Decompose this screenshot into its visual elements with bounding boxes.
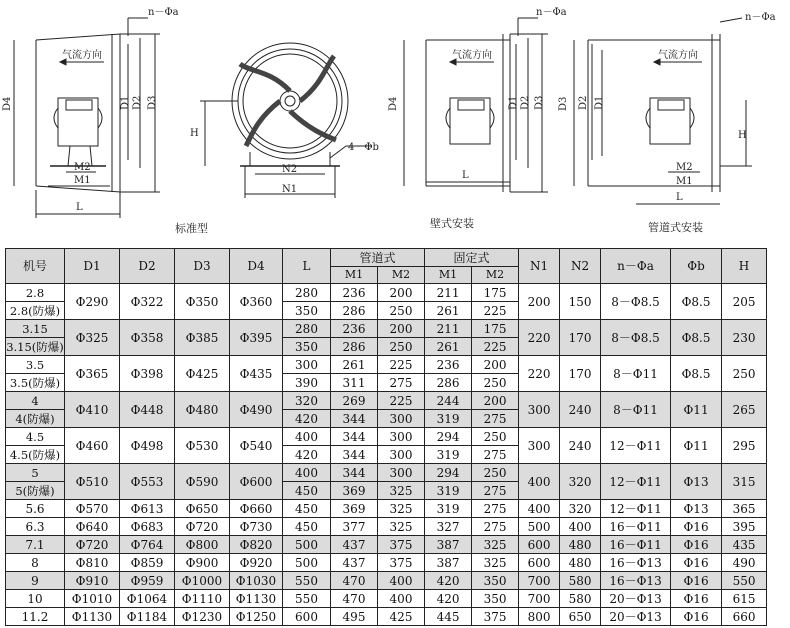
wall-d3-label: D3 bbox=[534, 95, 545, 110]
value-cell: Φ1250 bbox=[230, 608, 283, 626]
standard-caption: 标准型 bbox=[175, 222, 208, 235]
value-cell: Φ683 bbox=[120, 518, 175, 536]
value-cell: Φ660 bbox=[230, 500, 283, 518]
value-cell: 350 bbox=[283, 338, 331, 356]
n1-cell: 400 bbox=[519, 464, 560, 500]
header-duct-m1: M1 bbox=[331, 267, 378, 284]
n2-cell: 240 bbox=[560, 428, 601, 464]
spec-table bbox=[5, 248, 767, 626]
d4-cell: Φ435 bbox=[230, 356, 283, 392]
value-cell: 16－Φ11 bbox=[601, 536, 671, 554]
value-cell: 400 bbox=[283, 428, 331, 446]
d3-cell: Φ480 bbox=[175, 392, 230, 428]
value-cell: 375 bbox=[472, 608, 519, 626]
value-cell: 320 bbox=[560, 500, 601, 518]
value-cell: Φ810 bbox=[65, 554, 120, 572]
value-cell: Φ764 bbox=[120, 536, 175, 554]
model-cell: 2.8 bbox=[6, 284, 65, 302]
value-cell: 261 bbox=[331, 356, 378, 374]
value-cell: Φ16 bbox=[671, 590, 722, 608]
value-cell: 225 bbox=[472, 302, 519, 320]
model-cell: 4(防爆) bbox=[6, 410, 65, 428]
value-cell: 437 bbox=[331, 536, 378, 554]
na-cell: 12－Φ11 bbox=[601, 428, 671, 464]
value-cell: 236 bbox=[331, 284, 378, 302]
model-cell: 2.8(防爆) bbox=[6, 302, 65, 320]
value-cell: 294 bbox=[425, 428, 472, 446]
value-cell: 320 bbox=[283, 392, 331, 410]
value-cell: Φ16 bbox=[671, 536, 722, 554]
value-cell: 425 bbox=[378, 608, 425, 626]
std-m2-label: M2 bbox=[74, 162, 91, 173]
value-cell: 261 bbox=[425, 302, 472, 320]
pb-cell: Φ8.5 bbox=[671, 356, 722, 392]
pb-cell: Φ8.5 bbox=[671, 284, 722, 320]
value-cell: 286 bbox=[331, 338, 378, 356]
value-cell: 387 bbox=[425, 536, 472, 554]
value-cell: 300 bbox=[283, 356, 331, 374]
model-cell: 8 bbox=[6, 554, 65, 572]
model-cell: 11.2 bbox=[6, 608, 65, 626]
value-cell: 390 bbox=[283, 374, 331, 392]
model-cell: 4.5(防爆) bbox=[6, 446, 65, 464]
table-row bbox=[6, 518, 767, 536]
wall-d2-label: D2 bbox=[520, 95, 531, 110]
value-cell: 600 bbox=[519, 536, 560, 554]
value-cell: 615 bbox=[722, 590, 767, 608]
value-cell: 325 bbox=[378, 518, 425, 536]
pb-cell: Φ11 bbox=[671, 392, 722, 428]
value-cell: Φ650 bbox=[175, 500, 230, 518]
value-cell: 300 bbox=[378, 410, 425, 428]
duct-d2-label: D2 bbox=[578, 95, 589, 110]
model-cell: 3.5(防爆) bbox=[6, 374, 65, 392]
duct-airflow-label: 气流方向 bbox=[658, 50, 698, 61]
d2-cell: Φ358 bbox=[120, 320, 175, 356]
value-cell: 319 bbox=[425, 410, 472, 428]
value-cell: 319 bbox=[425, 500, 472, 518]
value-cell: 450 bbox=[283, 482, 331, 500]
n1-cell: 220 bbox=[519, 356, 560, 392]
h-cell: 265 bbox=[722, 392, 767, 428]
value-cell: 420 bbox=[283, 410, 331, 428]
value-cell: 365 bbox=[722, 500, 767, 518]
value-cell: 600 bbox=[519, 554, 560, 572]
d1-cell: Φ510 bbox=[65, 464, 120, 500]
value-cell: 250 bbox=[378, 338, 425, 356]
model-cell: 3.5 bbox=[6, 356, 65, 374]
value-cell: 550 bbox=[283, 572, 331, 590]
value-cell: 500 bbox=[519, 518, 560, 536]
value-cell: 369 bbox=[331, 500, 378, 518]
d1-cell: Φ290 bbox=[65, 284, 120, 320]
header-fixed-m2: M2 bbox=[472, 267, 519, 284]
value-cell: 300 bbox=[378, 464, 425, 482]
std-d4-label: D4 bbox=[2, 96, 13, 111]
value-cell: 225 bbox=[378, 356, 425, 374]
header-na: n－Φa bbox=[601, 249, 671, 284]
n1-cell: 300 bbox=[519, 428, 560, 464]
value-cell: 375 bbox=[378, 536, 425, 554]
value-cell: Φ1064 bbox=[120, 590, 175, 608]
front-n2-label: N2 bbox=[282, 164, 298, 175]
d2-cell: Φ322 bbox=[120, 284, 175, 320]
value-cell: Φ800 bbox=[175, 536, 230, 554]
value-cell: 400 bbox=[560, 518, 601, 536]
table-row bbox=[6, 356, 767, 374]
value-cell: 375 bbox=[378, 554, 425, 572]
value-cell: 435 bbox=[722, 536, 767, 554]
duct-caption: 管道式安装 bbox=[648, 221, 703, 234]
d3-cell: Φ385 bbox=[175, 320, 230, 356]
value-cell: 20－Φ13 bbox=[601, 590, 671, 608]
d1-cell: Φ460 bbox=[65, 428, 120, 464]
value-cell: Φ1184 bbox=[120, 608, 175, 626]
value-cell: 420 bbox=[425, 590, 472, 608]
std-d3-label: D3 bbox=[147, 95, 158, 110]
duct-na-label: n－Φa bbox=[745, 12, 776, 23]
value-cell: 20－Φ13 bbox=[601, 608, 671, 626]
table-row bbox=[6, 536, 767, 554]
value-cell: Φ1030 bbox=[230, 572, 283, 590]
h-cell: 295 bbox=[722, 428, 767, 464]
value-cell: Φ900 bbox=[175, 554, 230, 572]
value-cell: 450 bbox=[283, 518, 331, 536]
header-l: L bbox=[283, 249, 331, 284]
duct-d1-label: D1 bbox=[594, 95, 605, 110]
value-cell: 236 bbox=[331, 320, 378, 338]
n2-cell: 240 bbox=[560, 392, 601, 428]
table-row bbox=[6, 554, 767, 572]
header-d4: D4 bbox=[230, 249, 283, 284]
value-cell: 400 bbox=[378, 590, 425, 608]
value-cell: Φ1130 bbox=[230, 590, 283, 608]
value-cell: 420 bbox=[283, 446, 331, 464]
duct-m1-label: M1 bbox=[676, 176, 693, 187]
value-cell: 495 bbox=[331, 608, 378, 626]
value-cell: 700 bbox=[519, 572, 560, 590]
value-cell: 319 bbox=[425, 446, 472, 464]
value-cell: 319 bbox=[425, 482, 472, 500]
value-cell: Φ730 bbox=[230, 518, 283, 536]
n1-cell: 220 bbox=[519, 320, 560, 356]
value-cell: 200 bbox=[378, 284, 425, 302]
std-m1-label: M1 bbox=[74, 175, 91, 186]
value-cell: Φ570 bbox=[65, 500, 120, 518]
wall-d4-label: D4 bbox=[388, 96, 399, 111]
value-cell: 400 bbox=[378, 572, 425, 590]
wall-d1-label: D1 bbox=[508, 95, 519, 110]
value-cell: 400 bbox=[283, 464, 331, 482]
value-cell: 236 bbox=[425, 356, 472, 374]
value-cell: 12－Φ11 bbox=[601, 500, 671, 518]
value-cell: 490 bbox=[722, 554, 767, 572]
value-cell: 16－Φ13 bbox=[601, 572, 671, 590]
value-cell: 294 bbox=[425, 464, 472, 482]
d4-cell: Φ360 bbox=[230, 284, 283, 320]
value-cell: 377 bbox=[331, 518, 378, 536]
d4-cell: Φ490 bbox=[230, 392, 283, 428]
technical-drawings bbox=[0, 0, 790, 245]
value-cell: Φ13 bbox=[671, 500, 722, 518]
d2-cell: Φ398 bbox=[120, 356, 175, 392]
value-cell: Φ16 bbox=[671, 518, 722, 536]
wall-l-label: L bbox=[462, 170, 469, 181]
value-cell: Φ959 bbox=[120, 572, 175, 590]
std-d1-label: D1 bbox=[120, 95, 131, 110]
value-cell: 175 bbox=[472, 284, 519, 302]
value-cell: 580 bbox=[560, 572, 601, 590]
header-fixed: 固定式 bbox=[425, 249, 519, 267]
value-cell: 211 bbox=[425, 320, 472, 338]
value-cell: 225 bbox=[378, 392, 425, 410]
std-airflow-label: 气流方向 bbox=[62, 50, 102, 61]
model-cell: 4 bbox=[6, 392, 65, 410]
value-cell: 470 bbox=[331, 590, 378, 608]
h-cell: 230 bbox=[722, 320, 767, 356]
value-cell: Φ720 bbox=[65, 536, 120, 554]
table-row bbox=[6, 320, 767, 338]
value-cell: 480 bbox=[560, 554, 601, 572]
std-d2-label: D2 bbox=[132, 95, 143, 110]
value-cell: 660 bbox=[722, 608, 767, 626]
table-row bbox=[6, 464, 767, 482]
d3-cell: Φ530 bbox=[175, 428, 230, 464]
d1-cell: Φ410 bbox=[65, 392, 120, 428]
n2-cell: 170 bbox=[560, 356, 601, 392]
header-h: H bbox=[722, 249, 767, 284]
table-row bbox=[6, 572, 767, 590]
value-cell: 480 bbox=[560, 536, 601, 554]
d3-cell: Φ590 bbox=[175, 464, 230, 500]
value-cell: 200 bbox=[472, 356, 519, 374]
na-cell: 8－Φ11 bbox=[601, 356, 671, 392]
model-cell: 6.3 bbox=[6, 518, 65, 536]
n2-cell: 170 bbox=[560, 320, 601, 356]
value-cell: 200 bbox=[378, 320, 425, 338]
d1-cell: Φ365 bbox=[65, 356, 120, 392]
duct-l-label: L bbox=[676, 192, 683, 203]
value-cell: 250 bbox=[378, 302, 425, 320]
value-cell: 311 bbox=[331, 374, 378, 392]
table-row bbox=[6, 284, 767, 302]
model-cell: 5 bbox=[6, 464, 65, 482]
h-cell: 205 bbox=[722, 284, 767, 320]
na-cell: 12－Φ11 bbox=[601, 464, 671, 500]
value-cell: 387 bbox=[425, 554, 472, 572]
wall-caption: 壁式安装 bbox=[430, 217, 474, 230]
header-n2: N2 bbox=[560, 249, 601, 284]
model-cell: 9 bbox=[6, 572, 65, 590]
value-cell: 200 bbox=[472, 392, 519, 410]
table-row bbox=[6, 500, 767, 518]
pb-cell: Φ11 bbox=[671, 428, 722, 464]
value-cell: 225 bbox=[472, 338, 519, 356]
value-cell: 350 bbox=[472, 572, 519, 590]
value-cell: 700 bbox=[519, 590, 560, 608]
value-cell: 450 bbox=[283, 500, 331, 518]
header-n1: N1 bbox=[519, 249, 560, 284]
spec-table-body bbox=[6, 284, 767, 626]
value-cell: Φ16 bbox=[671, 554, 722, 572]
value-cell: 275 bbox=[472, 500, 519, 518]
header-fixed-m1: M1 bbox=[425, 267, 472, 284]
value-cell: 325 bbox=[472, 554, 519, 572]
value-cell: Φ1130 bbox=[65, 608, 120, 626]
header-d3: D3 bbox=[175, 249, 230, 284]
value-cell: 400 bbox=[519, 500, 560, 518]
value-cell: Φ640 bbox=[65, 518, 120, 536]
value-cell: 344 bbox=[331, 428, 378, 446]
value-cell: 275 bbox=[472, 518, 519, 536]
n2-cell: 150 bbox=[560, 284, 601, 320]
value-cell: 269 bbox=[331, 392, 378, 410]
value-cell: 580 bbox=[560, 590, 601, 608]
value-cell: Φ910 bbox=[65, 572, 120, 590]
pb-cell: Φ13 bbox=[671, 464, 722, 500]
value-cell: 250 bbox=[472, 374, 519, 392]
d1-cell: Φ325 bbox=[65, 320, 120, 356]
header-pb: Φb bbox=[671, 249, 722, 284]
model-cell: 5.6 bbox=[6, 500, 65, 518]
value-cell: 470 bbox=[331, 572, 378, 590]
model-cell: 3.15 bbox=[6, 320, 65, 338]
value-cell: 500 bbox=[283, 536, 331, 554]
duct-h-label: H bbox=[738, 130, 747, 141]
table-row bbox=[6, 608, 767, 626]
value-cell: 250 bbox=[472, 428, 519, 446]
duct-m2-label: M2 bbox=[676, 162, 693, 173]
value-cell: 244 bbox=[425, 392, 472, 410]
value-cell: 286 bbox=[425, 374, 472, 392]
value-cell: 275 bbox=[472, 446, 519, 464]
value-cell: 350 bbox=[283, 302, 331, 320]
standard-side-view bbox=[14, 18, 160, 218]
value-cell: 211 bbox=[425, 284, 472, 302]
wall-na-label: n－Φa bbox=[536, 7, 567, 18]
na-cell: 8－Φ8.5 bbox=[601, 320, 671, 356]
value-cell: 325 bbox=[378, 482, 425, 500]
h-cell: 315 bbox=[722, 464, 767, 500]
pb-cell: Φ8.5 bbox=[671, 320, 722, 356]
model-cell: 5(防爆) bbox=[6, 482, 65, 500]
na-cell: 8－Φ11 bbox=[601, 392, 671, 428]
n1-cell: 300 bbox=[519, 392, 560, 428]
model-cell: 3.15(防爆) bbox=[6, 339, 64, 354]
value-cell: 395 bbox=[722, 518, 767, 536]
value-cell: 420 bbox=[425, 572, 472, 590]
value-cell: 325 bbox=[472, 536, 519, 554]
value-cell: 500 bbox=[283, 554, 331, 572]
model-cell: 10 bbox=[6, 590, 65, 608]
duct-d3-label: D3 bbox=[558, 96, 569, 111]
value-cell: 280 bbox=[283, 284, 331, 302]
value-cell: Φ16 bbox=[671, 572, 722, 590]
d4-cell: Φ600 bbox=[230, 464, 283, 500]
model-cell: 4.5 bbox=[6, 428, 65, 446]
value-cell: 344 bbox=[331, 446, 378, 464]
value-cell: Φ859 bbox=[120, 554, 175, 572]
header-d1: D1 bbox=[65, 249, 120, 284]
n1-cell: 200 bbox=[519, 284, 560, 320]
value-cell: 800 bbox=[519, 608, 560, 626]
h-cell: 250 bbox=[722, 356, 767, 392]
d2-cell: Φ553 bbox=[120, 464, 175, 500]
value-cell: 445 bbox=[425, 608, 472, 626]
value-cell: 650 bbox=[560, 608, 601, 626]
value-cell: 300 bbox=[378, 446, 425, 464]
value-cell: 261 bbox=[425, 338, 472, 356]
value-cell: 344 bbox=[331, 410, 378, 428]
std-l-label: L bbox=[76, 202, 83, 213]
value-cell: Φ613 bbox=[120, 500, 175, 518]
value-cell: 344 bbox=[331, 464, 378, 482]
front-4phib-label: 4－Φb bbox=[348, 142, 379, 153]
d4-cell: Φ395 bbox=[230, 320, 283, 356]
model-cell: 7.1 bbox=[6, 536, 65, 554]
d3-cell: Φ350 bbox=[175, 284, 230, 320]
table-row bbox=[6, 428, 767, 446]
value-cell: 300 bbox=[378, 428, 425, 446]
n2-cell: 320 bbox=[560, 464, 601, 500]
value-cell: 250 bbox=[472, 464, 519, 482]
front-h-label: H bbox=[190, 128, 199, 139]
value-cell: 16－Φ13 bbox=[601, 554, 671, 572]
header-model: 机号 bbox=[6, 249, 65, 284]
value-cell: Φ1000 bbox=[175, 572, 230, 590]
value-cell: 550 bbox=[283, 590, 331, 608]
value-cell: Φ1010 bbox=[65, 590, 120, 608]
value-cell: Φ820 bbox=[230, 536, 283, 554]
d2-cell: Φ498 bbox=[120, 428, 175, 464]
value-cell: 275 bbox=[472, 482, 519, 500]
std-na-label: n－Φa bbox=[148, 7, 179, 18]
d4-cell: Φ540 bbox=[230, 428, 283, 464]
duct-mount-view bbox=[574, 18, 752, 204]
header-duct: 管道式 bbox=[331, 249, 425, 267]
value-cell: 437 bbox=[331, 554, 378, 572]
table-row bbox=[6, 392, 767, 410]
wall-airflow-label: 气流方向 bbox=[452, 50, 492, 61]
value-cell: 280 bbox=[283, 320, 331, 338]
value-cell: 550 bbox=[722, 572, 767, 590]
d3-cell: Φ425 bbox=[175, 356, 230, 392]
value-cell: 275 bbox=[378, 374, 425, 392]
value-cell: 275 bbox=[472, 410, 519, 428]
front-n1-label: N1 bbox=[282, 184, 298, 195]
value-cell: Φ1230 bbox=[175, 608, 230, 626]
value-cell: 286 bbox=[331, 302, 378, 320]
d2-cell: Φ448 bbox=[120, 392, 175, 428]
value-cell: Φ1110 bbox=[175, 590, 230, 608]
value-cell: 369 bbox=[331, 482, 378, 500]
na-cell: 8－Φ8.5 bbox=[601, 284, 671, 320]
value-cell: 175 bbox=[472, 320, 519, 338]
value-cell: Φ720 bbox=[175, 518, 230, 536]
table-row bbox=[6, 590, 767, 608]
value-cell: 600 bbox=[283, 608, 331, 626]
value-cell: 16－Φ11 bbox=[601, 518, 671, 536]
value-cell: 350 bbox=[472, 590, 519, 608]
header-d2: D2 bbox=[120, 249, 175, 284]
value-cell: 325 bbox=[378, 500, 425, 518]
value-cell: Φ16 bbox=[671, 608, 722, 626]
value-cell: Φ920 bbox=[230, 554, 283, 572]
value-cell: 327 bbox=[425, 518, 472, 536]
header-duct-m2: M2 bbox=[378, 267, 425, 284]
